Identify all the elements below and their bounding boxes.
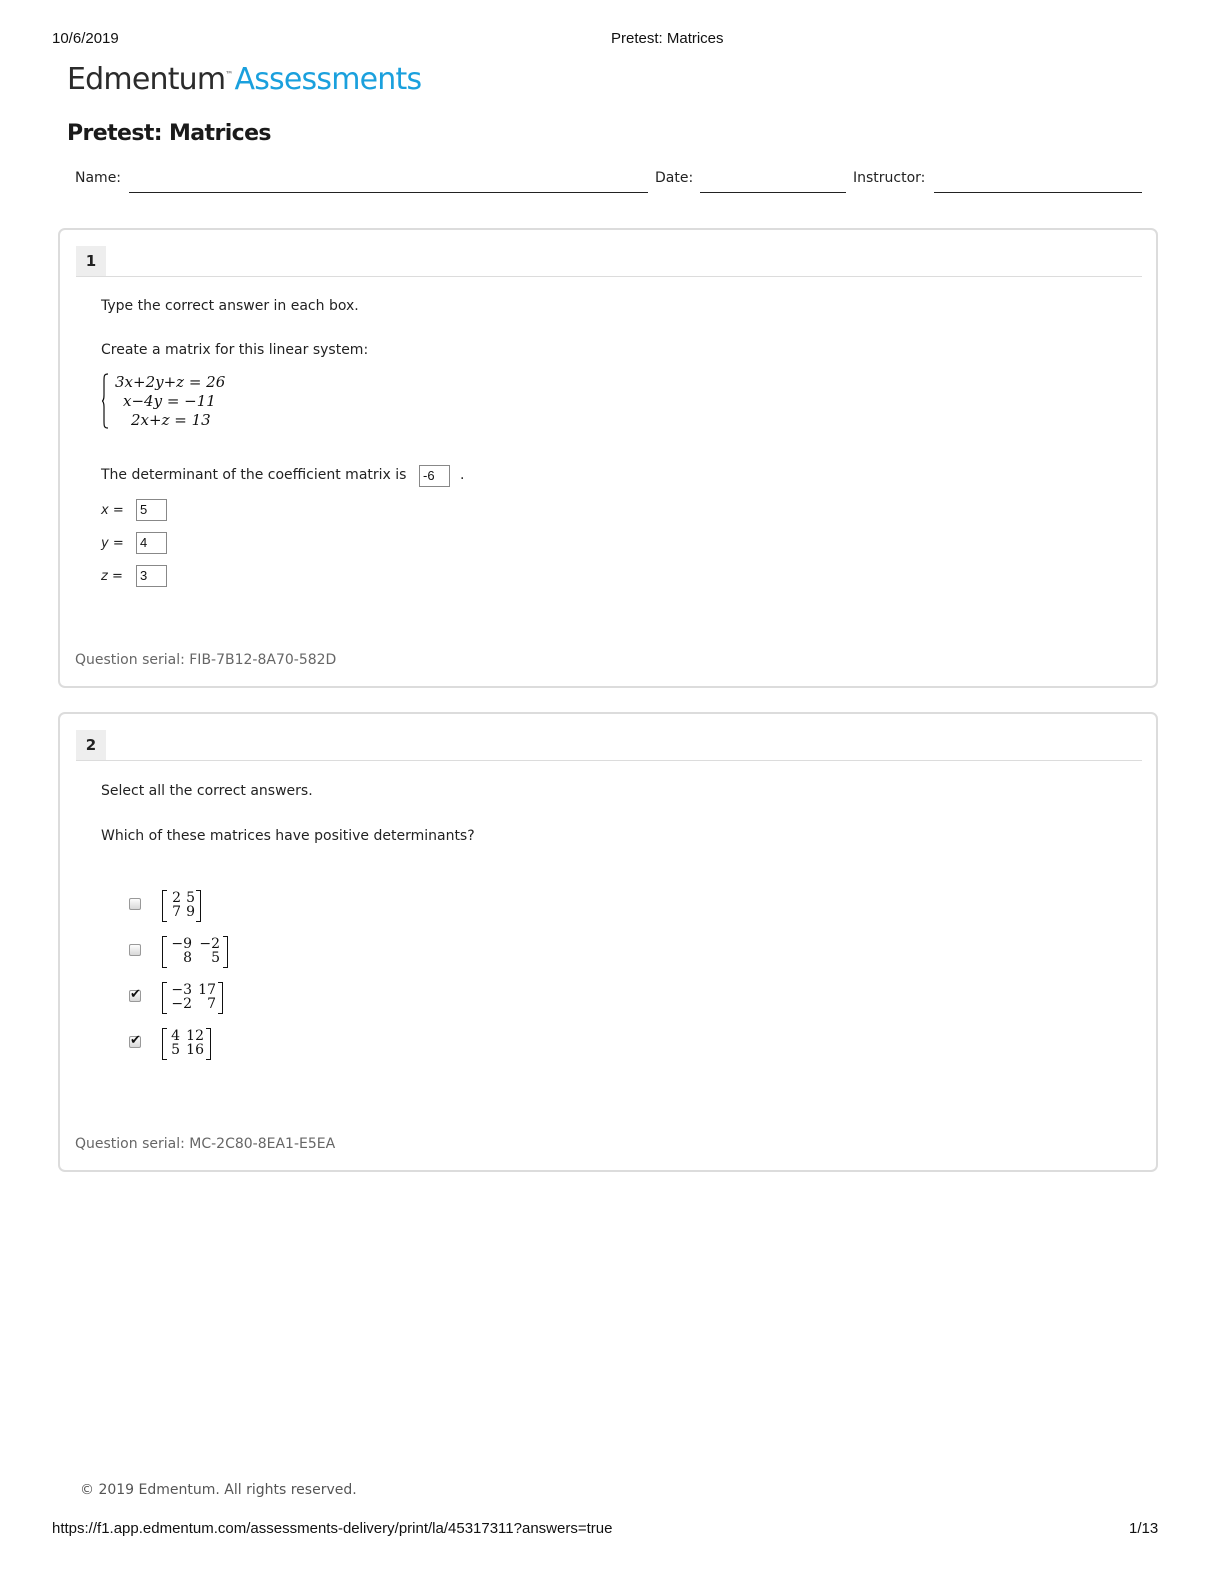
logo-trademark: ™: [225, 70, 233, 79]
instructor-label: Instructor:: [853, 170, 926, 186]
question-divider: [76, 760, 1142, 761]
matrix-cell: 17: [198, 982, 216, 998]
logo-brand: Edmentum: [67, 62, 226, 97]
date-line: [700, 192, 846, 193]
option-2-checkbox[interactable]: [129, 944, 141, 956]
print-date: 10/6/2019: [52, 30, 119, 47]
date-label: Date:: [655, 170, 694, 186]
matrix-cell: 4: [171, 1028, 180, 1044]
question-instruction: Type the correct answer in each box.: [101, 298, 359, 314]
print-page-number: 1/13: [1129, 1520, 1159, 1537]
question-number: 1: [76, 246, 106, 276]
matrix-cell: 5: [186, 890, 195, 906]
question-serial: Question serial: FIB-7B12-8A70-582D: [75, 652, 337, 668]
question-instruction: Select all the correct answers.: [101, 783, 313, 799]
x-input[interactable]: 5: [136, 499, 167, 521]
question-card-1: [58, 228, 1158, 688]
name-line: [129, 192, 648, 193]
matrix-cell: 9: [186, 904, 195, 920]
option-1-matrix: [162, 890, 202, 920]
matrix-cell: 7: [207, 996, 216, 1012]
z-input[interactable]: 3: [136, 565, 167, 587]
option-2-matrix: [162, 936, 232, 966]
question-divider: [76, 276, 1142, 277]
y-label: y =: [101, 536, 124, 551]
matrix-cell: 8: [183, 950, 192, 966]
option-4-matrix: [162, 1028, 214, 1058]
equation-2: x−4y = −11: [123, 392, 216, 410]
determinant-text: The determinant of the coefficient matrix is: [101, 467, 407, 483]
determinant-period: .: [460, 467, 465, 483]
question-number: 2: [76, 730, 106, 760]
matrix-cell: 2: [172, 890, 181, 906]
question-serial: Question serial: MC-2C80-8EA1-E5EA: [75, 1136, 336, 1152]
option-4-checkbox[interactable]: [129, 1033, 141, 1048]
option-3-checkbox[interactable]: [129, 987, 141, 1002]
checkmark-icon: ✔: [130, 987, 141, 1002]
name-label: Name:: [75, 170, 122, 186]
equation-3: 2x+z = 13: [131, 411, 211, 429]
matrix-cell: 12: [186, 1028, 204, 1044]
determinant-input[interactable]: -6: [419, 465, 450, 487]
matrix-cell: 16: [186, 1042, 204, 1058]
matrix-right-bracket: [206, 1028, 211, 1060]
matrix-cell: 7: [172, 904, 181, 920]
matrix-left-bracket: [162, 936, 167, 968]
option-1-checkbox[interactable]: [129, 898, 141, 910]
z-label: z =: [101, 569, 123, 584]
question-prompt: Which of these matrices have positive determinants?: [101, 828, 475, 844]
matrix-left-bracket: [162, 982, 167, 1014]
page-title: Pretest: Matrices: [67, 121, 271, 146]
matrix-right-bracket: [223, 936, 228, 968]
checkmark-icon: ✔: [130, 1033, 141, 1048]
matrix-left-bracket: [162, 1028, 167, 1060]
option-3-matrix: [162, 982, 226, 1012]
logo-product: Assessments: [234, 62, 422, 97]
matrix-cell: −9: [171, 936, 192, 952]
matrix-right-bracket: [218, 982, 223, 1014]
equation-1: 3x+2y+z = 26: [115, 373, 226, 391]
matrix-right-bracket: [196, 890, 201, 922]
question-prompt: Create a matrix for this linear system:: [101, 342, 369, 358]
x-label: x =: [101, 503, 124, 518]
edmentum-assessments-logo: [67, 62, 421, 97]
matrix-cell: 5: [171, 1042, 180, 1058]
matrix-cell: −3: [171, 982, 192, 998]
copyright: © 2019 Edmentum. All rights reserved.: [80, 1482, 357, 1498]
print-url: https://f1.app.edmentum.com/assessments-delivery/print/la/45317311?answers=true: [52, 1520, 613, 1537]
matrix-cell: −2: [199, 936, 220, 952]
y-input[interactable]: 4: [136, 532, 167, 554]
print-page-title: Pretest: Matrices: [611, 30, 724, 47]
matrix-cell: 5: [211, 950, 220, 966]
matrix-cell: −2: [171, 996, 192, 1012]
question-card-2: [58, 712, 1158, 1172]
matrix-left-bracket: [162, 890, 167, 922]
system-brace: [101, 373, 109, 429]
instructor-line: [934, 192, 1142, 193]
